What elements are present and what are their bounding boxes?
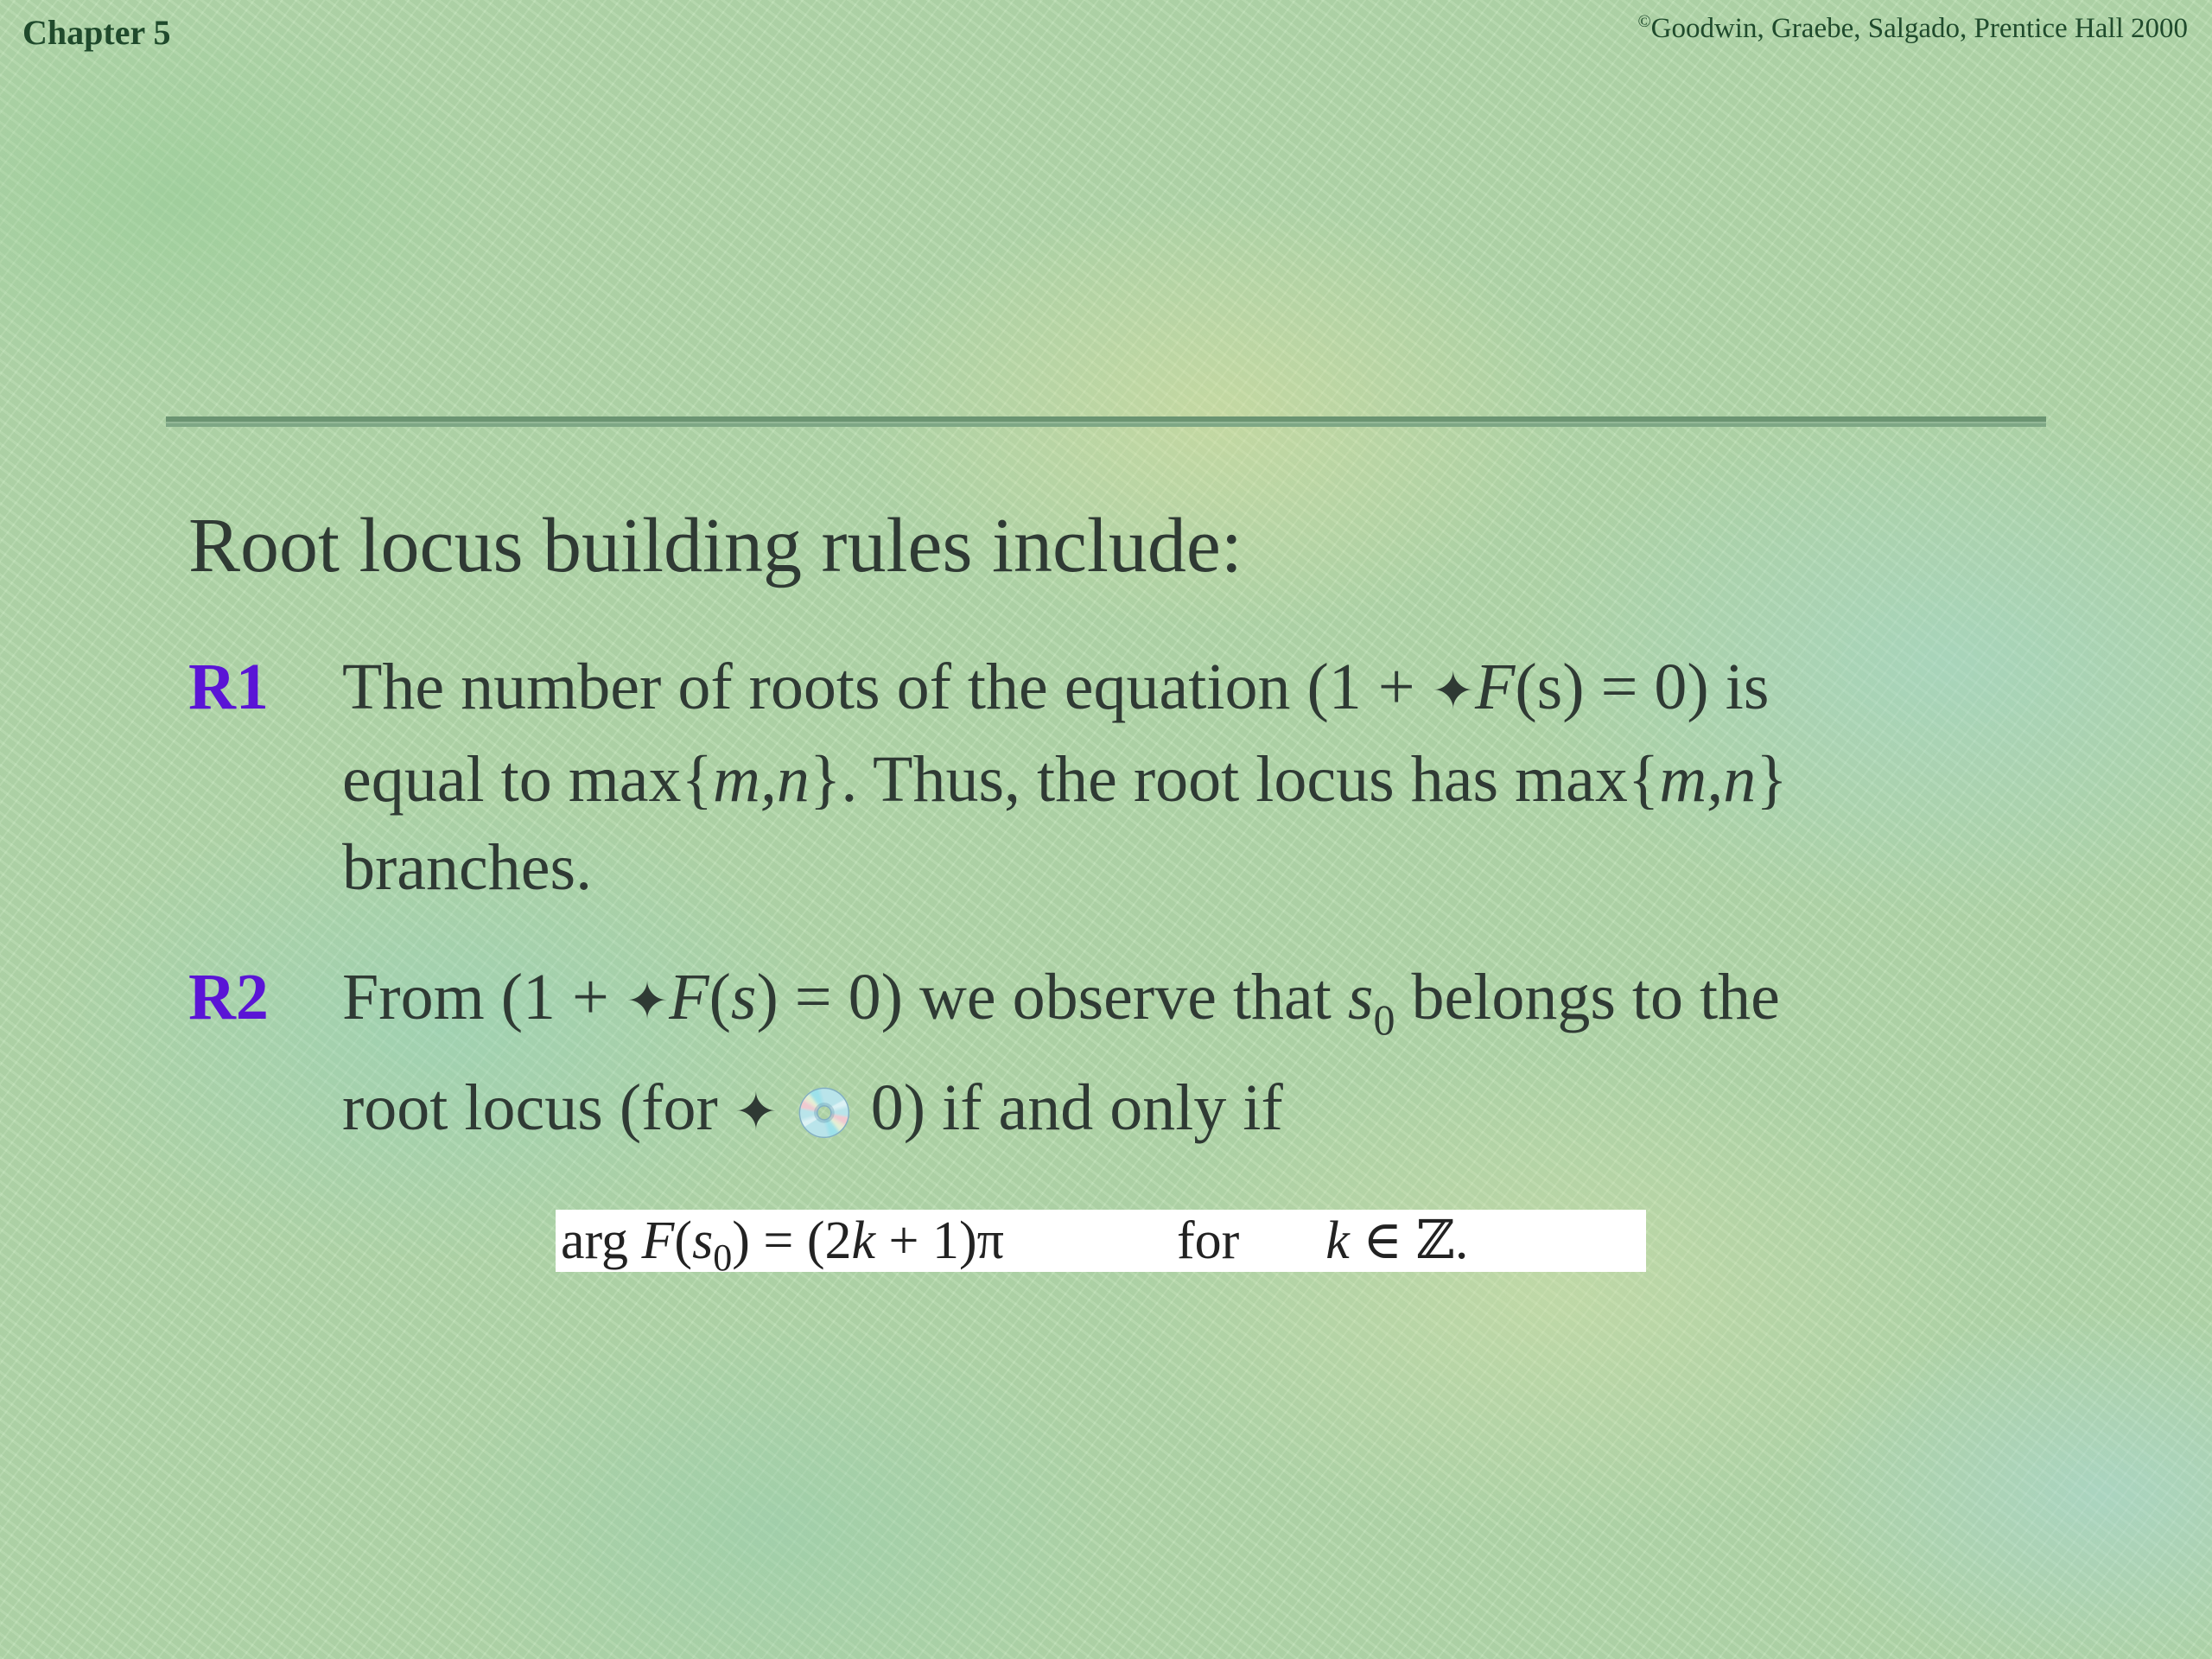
rule-r1-line-3: branches. xyxy=(342,831,593,904)
rule-tag-r2: R2 xyxy=(188,961,269,1033)
rule-r1-line-1 xyxy=(342,643,2036,735)
formula-variable: s xyxy=(692,1211,714,1270)
italic-variable: s xyxy=(1347,961,1374,1033)
text-segment: ( xyxy=(709,961,731,1033)
star-glyph-icon: ✦ xyxy=(1431,661,1475,721)
formula-part: arg xyxy=(561,1211,642,1270)
text-segment: } xyxy=(1756,743,1788,816)
formula-variable: k xyxy=(851,1211,876,1270)
formula-subscript: 0 xyxy=(713,1236,733,1279)
copyright-notice xyxy=(1637,12,2188,45)
slide-title: Root locus building rules include: xyxy=(188,503,1243,588)
rule-text-r2 xyxy=(342,953,2036,1158)
rule-text-r1 xyxy=(342,643,2036,912)
text-segment: equal to max{ xyxy=(342,743,714,816)
italic-variable: F xyxy=(1474,651,1516,723)
italic-variable: F xyxy=(669,961,709,1033)
formula-part: ) = (2 xyxy=(732,1211,852,1270)
italic-variable: s xyxy=(730,961,757,1033)
rule-r2-line-1 xyxy=(342,953,2036,1064)
formula-variable: k xyxy=(1325,1211,1350,1270)
copyright-symbol: © xyxy=(1637,12,1651,31)
italic-variable: m,n xyxy=(713,743,810,816)
text-segment: (s) = 0) is xyxy=(1515,651,1770,723)
rule-r2-line-2 xyxy=(342,1064,2036,1158)
text-segment: belongs to the xyxy=(1395,961,1780,1033)
text-segment: }. Thus, the root locus has max{ xyxy=(809,743,1660,816)
text-segment: root locus (for xyxy=(342,1071,734,1144)
text-segment: 0) if and only if xyxy=(854,1071,1283,1144)
phase-condition-formula xyxy=(556,1210,1646,1279)
formula-part: + 1)π xyxy=(875,1211,1004,1270)
text-segment: The number of roots of the equation (1 + xyxy=(342,651,1432,723)
rule-tag-r1: R1 xyxy=(188,651,269,723)
formula-variable: F xyxy=(641,1211,675,1270)
title-divider xyxy=(166,416,2046,427)
text-segment: From (1 + xyxy=(342,961,626,1033)
star-glyph-icon: ✦ xyxy=(625,971,670,1032)
chapter-label: Chapter 5 xyxy=(22,13,171,52)
copyright-text: Goodwin, Graebe, Salgado, Prentice Hall 2000 xyxy=(1650,13,2188,44)
italic-variable: m,n xyxy=(1659,743,1757,816)
formula-part: for xyxy=(1176,1211,1240,1270)
formula-part: ( xyxy=(674,1211,693,1270)
subscript: 0 xyxy=(1373,995,1395,1044)
text-segment: ) = 0) we observe that xyxy=(756,961,1348,1033)
disc-glyph-icon: 💿 xyxy=(794,1085,855,1141)
formula-part: ∈ ℤ. xyxy=(1349,1211,1469,1270)
rule-r1-line-2 xyxy=(342,735,2036,823)
star-glyph-icon: ✦ xyxy=(734,1082,779,1142)
